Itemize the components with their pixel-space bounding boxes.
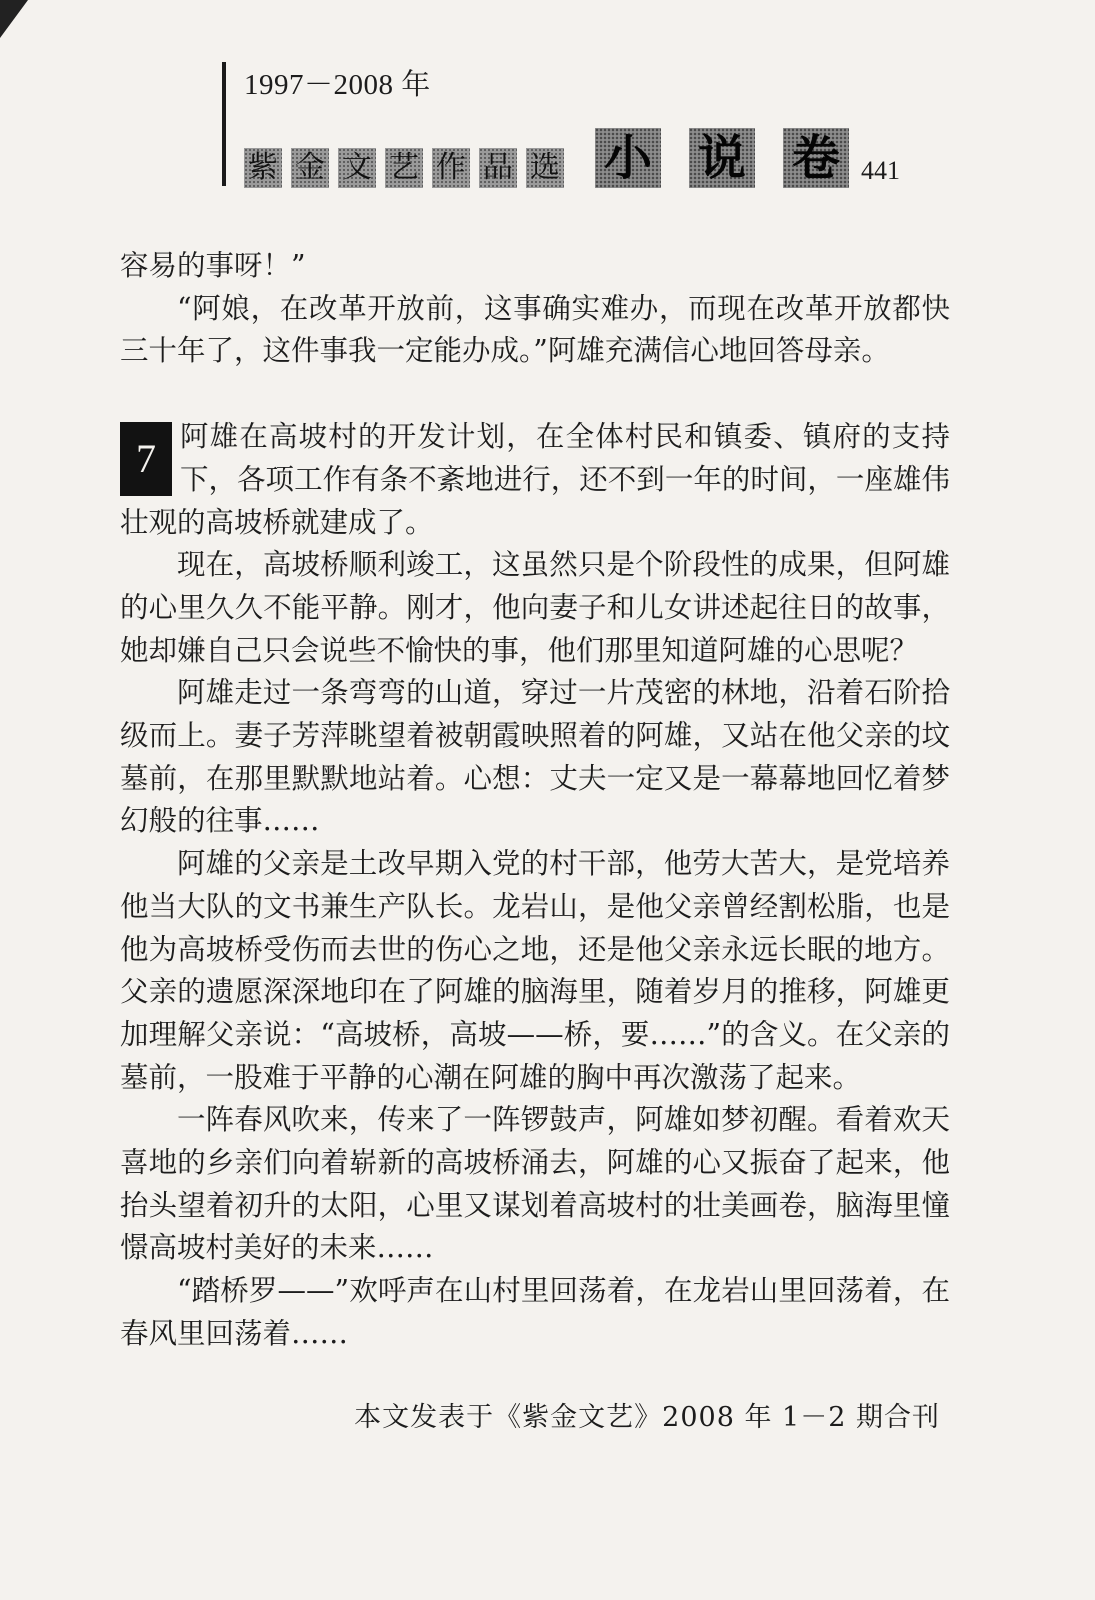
page-number: 441 xyxy=(861,156,900,185)
paragraph: 现在，高坡桥顺利竣工，这虽然只是个阶段性的成果，但阿雄的心里久久不能平静。刚才，他向妻子和儿女讲述起往日的故事，她却嫌自己只会说些不愉快的事，他们那里知道阿雄的心思呢？ xyxy=(120,548,950,667)
page-corner-mark xyxy=(0,0,28,38)
series-title-char: 品 xyxy=(479,148,517,188)
paragraph: 阿雄走过一条弯弯的山道，穿过一片茂密的林地，沿着石阶拾级而上。妻子芳萍眺望着被朝霞映照着的阿雄，又站在他父亲的坟墓前，在那里默默地站着。心想：丈夫一定又是一幕幕地回忆着梦幻般的往事…… xyxy=(120,676,950,838)
running-header xyxy=(244,128,900,188)
paragraph: 一阵春风吹来，传来了一阵锣鼓声，阿雄如梦初醒。看着欢天喜地的乡亲们向着崭新的高坡桥涌去，阿雄的心又振奋了起来，他抬头望着初升的太阳，心里又谋划着高坡村的壮美画卷，脑海里憧憬高坡村美好的未来…… xyxy=(120,1103,950,1265)
volume-title-char: 说 xyxy=(689,128,755,188)
series-title-char: 金 xyxy=(291,148,329,188)
paragraph: “踏桥罗——”欢呼声在山村里回荡着，在龙岩山里回荡着，在春风里回荡着…… xyxy=(120,1274,950,1350)
publication-source-note: 本文发表于《紫金文艺》2008 年 1－2 期合刊 xyxy=(354,1402,940,1433)
header-rule xyxy=(222,62,226,186)
series-title-char: 艺 xyxy=(385,148,423,188)
volume-title-char: 小 xyxy=(595,128,661,188)
body-text xyxy=(120,245,950,1356)
chapter-opening-paragraph xyxy=(120,416,950,544)
volume-title-char: 卷 xyxy=(783,128,849,188)
header-years: 1997－2008 年 xyxy=(244,69,431,101)
series-title-char: 作 xyxy=(432,148,470,188)
series-title-char: 文 xyxy=(338,148,376,188)
series-title-char: 紫 xyxy=(244,148,282,188)
series-title-char: 选 xyxy=(526,148,564,188)
paragraph: “阿娘，在改革开放前，这事确实难办，而现在改革开放都快三十年了，这件事我一定能办成。”阿雄充满信心地回答母亲。 xyxy=(120,291,950,368)
chapter-number-badge: 7 xyxy=(120,422,172,496)
paragraph: 容易的事呀！” xyxy=(120,249,306,282)
paragraph: 阿雄的父亲是土改早期入党的村干部，他劳大苦大，是党培养他当大队的文书兼生产队长。龙岩山，是他父亲曾经割松脂，也是他为高坡桥受伤而去世的伤心之地，还是他父亲永远长眠的地方。父亲的遗愿深深地印在了阿雄的脑海里，随着岁月的推移，阿雄更加理解父亲说：“高坡桥，高坡——桥，要……”的含义。在父亲的墓前，一股难于平静的心潮在阿雄的胸中再次激荡了起来。 xyxy=(120,847,950,1094)
paragraph-text: 阿雄在高坡村的开发计划，在全体村民和镇委、镇府的支持下，各项工作有条不紊地进行，还不到一年的时间，一座雄伟壮观的高坡桥就建成了。 xyxy=(120,420,950,539)
